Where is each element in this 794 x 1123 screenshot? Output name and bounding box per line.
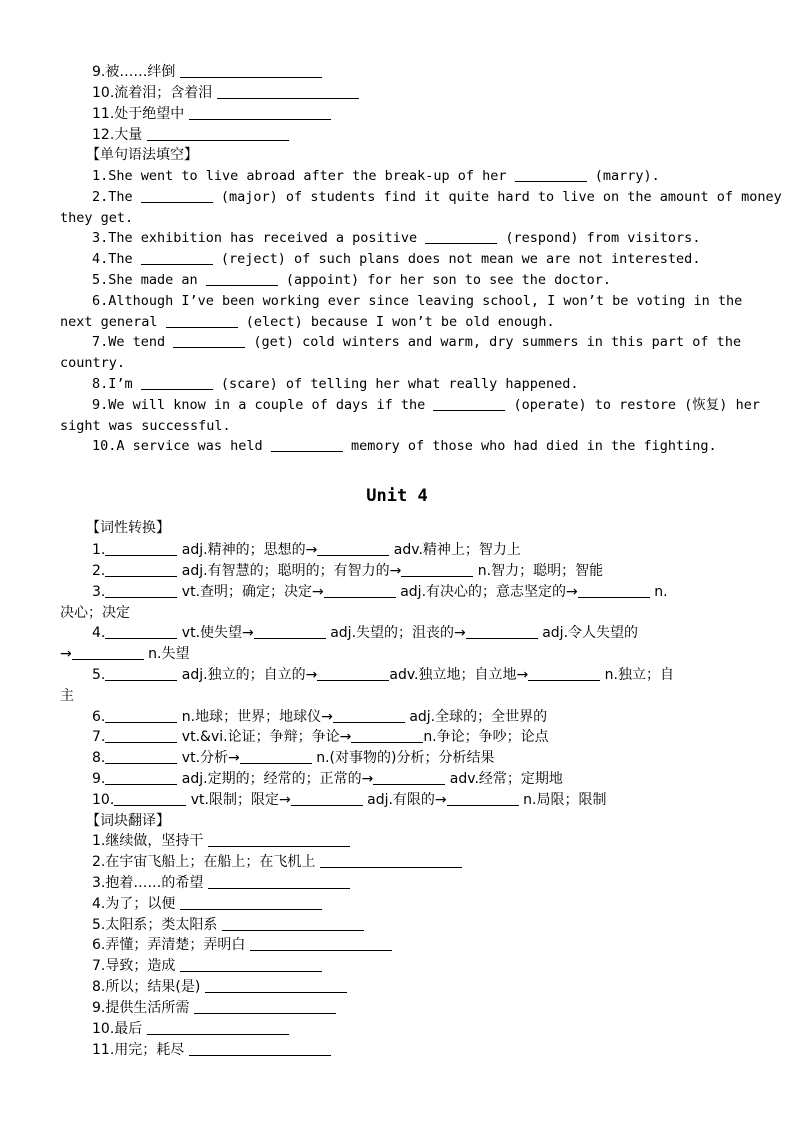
grammar-question-1: 1.She went to live abroad after the break-up of her (marry). xyxy=(92,168,660,184)
phrase-item: 10.最后 xyxy=(60,1019,734,1040)
answer-blank[interactable] xyxy=(166,313,238,328)
phrase-item: 6.弄懂；弄清楚；弄明白 xyxy=(60,935,734,956)
answer-blank[interactable] xyxy=(254,624,326,639)
wordform-item-5-cont: 主 xyxy=(60,688,74,704)
answer-blank[interactable] xyxy=(180,957,322,972)
answer-blank[interactable] xyxy=(222,916,364,931)
answer-blank[interactable] xyxy=(401,562,473,577)
answer-blank[interactable] xyxy=(317,666,389,681)
answer-blank[interactable] xyxy=(578,583,650,598)
wordform-item-1: 1. adj.精神的；思想的→ adv.精神上；智力上 xyxy=(92,542,521,558)
answer-blank[interactable] xyxy=(105,583,177,598)
phrase-item: 11.用完；耗尽 xyxy=(60,1040,734,1061)
answer-blank[interactable] xyxy=(147,1020,289,1035)
answer-blank[interactable] xyxy=(291,791,363,806)
answer-blank[interactable] xyxy=(105,624,177,639)
phrase-item: 7.导致；造成 xyxy=(60,956,734,977)
answer-blank[interactable] xyxy=(433,396,505,411)
answer-blank[interactable] xyxy=(271,437,343,452)
phrase-item: 12.大量 xyxy=(60,125,734,146)
answer-blank[interactable] xyxy=(105,541,177,556)
grammar-question-7-cont: country. xyxy=(60,355,126,371)
answer-blank[interactable] xyxy=(105,728,177,743)
answer-blank[interactable] xyxy=(447,791,519,806)
grammar-question-9: 9.We will know in a couple of days if the (operate) to restore (恢复) her xyxy=(92,397,760,413)
answer-blank[interactable] xyxy=(217,84,359,99)
answer-blank[interactable] xyxy=(351,728,423,743)
unit-title: Unit 4 xyxy=(366,486,428,506)
phrase-item: 2.在宇宙飞船上；在船上；在飞机上 xyxy=(60,852,734,873)
answer-blank[interactable] xyxy=(205,978,347,993)
phrase-item: 11.处于绝望中 xyxy=(60,104,734,125)
phrase-item: 10.流着泪；含着泪 xyxy=(60,83,734,104)
grammar-question-3: 3.The exhibition has received a positive (respond) from visitors. xyxy=(92,230,701,246)
wordform-item-3-cont: 决心；决定 xyxy=(60,605,130,621)
wordform-item-4: 4. vt.使失望→ adj.失望的；沮丧的→ adj.令人失望的 xyxy=(92,625,639,641)
grammar-question-2: 2.The (major) of students find it quite hard to live on the amount of money xyxy=(92,189,782,205)
answer-blank[interactable] xyxy=(141,250,213,265)
answer-blank[interactable] xyxy=(189,1041,331,1056)
grammar-question-6: 6.Although I’ve been working ever since leaving school, I won’t be voting in the xyxy=(92,293,743,309)
answer-blank[interactable] xyxy=(194,999,336,1014)
answer-blank[interactable] xyxy=(250,936,392,951)
answer-blank[interactable] xyxy=(333,708,405,723)
wordform-item-4-cont: → n.失望 xyxy=(60,646,190,662)
wordform-item-7: 7. vt.&vi.论证；争辩；争论→ n.争论；争吵；论点 xyxy=(92,729,549,745)
answer-blank[interactable] xyxy=(180,895,322,910)
phrase-item: 3.抱着……的希望 xyxy=(60,873,734,894)
wordform-item-3: 3. vt.查明；确定；决定→ adj.有决心的；意志坚定的→ n. xyxy=(92,584,668,600)
answer-blank[interactable] xyxy=(206,271,278,286)
wordform-item-6: 6. n.地球；世界；地球仪→ adj.全球的；全世界的 xyxy=(92,709,548,725)
answer-blank[interactable] xyxy=(320,853,462,868)
grammar-question-10: 10.A service was held memory of those who had died in the fighting. xyxy=(92,438,717,454)
grammar-question-6-cont: next general (elect) because I won’t be old enough. xyxy=(60,314,555,330)
section-heading-phrases: 【词块翻译】 xyxy=(86,813,170,829)
answer-blank[interactable] xyxy=(105,666,177,681)
answer-blank[interactable] xyxy=(466,624,538,639)
wordform-item-9: 9. adj.定期的；经常的；正常的→ adv.经常；定期地 xyxy=(92,771,563,787)
grammar-question-5: 5.She made an (appoint) for her son to see the doctor. xyxy=(92,272,612,288)
answer-blank[interactable] xyxy=(173,333,245,348)
answer-blank[interactable] xyxy=(141,375,213,390)
section-heading-grammar: 【单句语法填空】 xyxy=(86,147,198,163)
answer-blank[interactable] xyxy=(208,832,350,847)
wordform-item-2: 2. adj.有智慧的；聪明的；有智力的→ n.智力；聪明；智能 xyxy=(92,563,604,579)
answer-blank[interactable] xyxy=(425,229,497,244)
grammar-question-8: 8.I’m (scare) of telling her what really happened. xyxy=(92,376,579,392)
answer-blank[interactable] xyxy=(208,874,350,889)
answer-blank[interactable] xyxy=(240,749,312,764)
grammar-question-9-cont: sight was successful. xyxy=(60,418,231,434)
grammar-question-2-cont: they get. xyxy=(60,210,134,226)
answer-blank[interactable] xyxy=(373,770,445,785)
answer-blank[interactable] xyxy=(105,562,177,577)
phrase-item: 9.被……绊倒 xyxy=(60,62,734,83)
answer-blank[interactable] xyxy=(72,645,144,660)
answer-blank[interactable] xyxy=(105,770,177,785)
answer-blank[interactable] xyxy=(317,541,389,556)
grammar-question-7: 7.We tend (get) cold winters and warm, dry summers in this part of the xyxy=(92,334,742,350)
answer-blank[interactable] xyxy=(141,188,213,203)
answer-blank[interactable] xyxy=(147,126,289,141)
answer-blank[interactable] xyxy=(515,167,587,182)
section-heading-wordform: 【词性转换】 xyxy=(86,520,170,536)
answer-blank[interactable] xyxy=(114,791,186,806)
grammar-question-4: 4.The (reject) of such plans does not mean we are not interested. xyxy=(92,251,701,267)
answer-blank[interactable] xyxy=(528,666,600,681)
wordform-item-10: 10. vt.限制；限定→ adj.有限的→ n.局限；限制 xyxy=(92,792,607,808)
wordform-item-8: 8. vt.分析→ n.(对事物的)分析；分析结果 xyxy=(92,750,495,766)
answer-blank[interactable] xyxy=(324,583,396,598)
answer-blank[interactable] xyxy=(189,105,331,120)
phrase-item: 9.提供生活所需 xyxy=(60,998,734,1019)
phrase-item: 1.继续做，坚持干 xyxy=(60,831,734,852)
answer-blank[interactable] xyxy=(105,708,177,723)
answer-blank[interactable] xyxy=(180,63,322,78)
phrase-item: 4.为了；以便 xyxy=(60,894,734,915)
answer-blank[interactable] xyxy=(105,749,177,764)
phrase-item: 5.太阳系；类太阳系 xyxy=(60,915,734,936)
phrase-item: 8.所以；结果(是) xyxy=(60,977,734,998)
wordform-item-5: 5. adj.独立的；自立的→ adv.独立地；自立地→ n.独立；自 xyxy=(92,667,674,683)
